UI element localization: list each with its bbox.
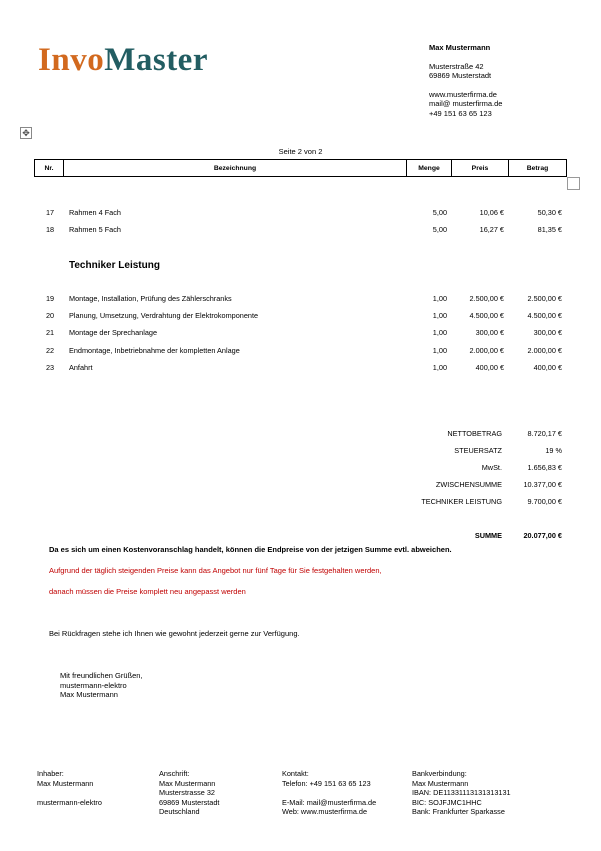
- item-nr: 18: [46, 225, 55, 234]
- closing-company: mustermann-elektro: [60, 680, 127, 690]
- item-quantity: 1,00: [432, 328, 447, 337]
- footer-bank-name: Bank: Frankfurter Sparkasse: [412, 807, 505, 817]
- price-hold-note: Aufgrund der täglich steigenden Preise kann das Angebot nur fünf Tage für Sie festgehalten werden,: [49, 566, 382, 575]
- summary-label: STEUERSATZ: [454, 446, 502, 455]
- total-value: 20.077,00 €: [523, 531, 562, 540]
- logo-part-invo: Invo: [38, 42, 105, 78]
- item-nr: 19: [46, 294, 55, 303]
- item-description: Anfahrt: [69, 363, 93, 372]
- header-description: Bezeichnung: [64, 160, 407, 177]
- header-nr: Nr.: [35, 160, 64, 177]
- item-amount: 300,00 €: [533, 328, 562, 337]
- item-price: 10,06 €: [479, 208, 504, 217]
- item-description: Montage, Installation, Prüfung des Zählerschranks: [69, 294, 232, 303]
- item-description: Rahmen 4 Fach: [69, 208, 121, 217]
- item-description: Endmontage, Inbetriebnahme der kompletten Anlage: [69, 346, 240, 355]
- checkbox[interactable]: [567, 177, 580, 190]
- item-price: 400,00 €: [475, 363, 504, 372]
- company-logo: [38, 44, 208, 77]
- footer-contact-title: Kontakt:: [282, 769, 309, 778]
- sender-name: Max Mustermann: [429, 43, 491, 52]
- item-nr: 17: [46, 208, 55, 217]
- questions-note: Bei Rückfragen stehe ich Ihnen wie gewohnt jederzeit gerne zur Verfügung.: [49, 629, 300, 638]
- item-description: Montage der Sprechanlage: [69, 328, 158, 337]
- item-nr: 23: [46, 363, 55, 372]
- sender-mail: mail@ musterfirma.de: [429, 99, 503, 109]
- footer-address-title: Anschrift:: [159, 769, 190, 778]
- item-amount: 81,35 €: [537, 225, 562, 234]
- item-quantity: 1,00: [432, 294, 447, 303]
- item-amount: 2.500,00 €: [527, 294, 562, 303]
- footer-bank-bic: BIC: SOJFJMC1HHC: [412, 797, 482, 807]
- sender-address: [429, 43, 502, 119]
- price-adjust-note: danach müssen die Preise komplett neu angepasst werden: [49, 587, 246, 596]
- move-handle-icon[interactable]: ✥: [20, 127, 32, 139]
- summary-value: 9.700,00 €: [527, 497, 562, 506]
- header-amount: Betrag: [509, 160, 567, 177]
- summary-value: 10.377,00 €: [523, 480, 562, 489]
- sender-web: www.musterfirma.de: [429, 89, 497, 99]
- footer-address-street: Musterstrasse 32: [159, 788, 215, 798]
- footer-contact-web: Web: www.musterfirma.de: [282, 807, 368, 817]
- footer-owner: [37, 769, 102, 807]
- item-nr: 22: [46, 346, 55, 355]
- summary-label: TECHNIKER LEISTUNG: [421, 497, 502, 506]
- logo-part-master: Master: [104, 42, 208, 78]
- item-price: 2.500,00 €: [469, 294, 504, 303]
- sender-city: 69869 Musterstadt: [429, 71, 492, 81]
- summary-label: NETTOBETRAG: [447, 429, 502, 438]
- item-quantity: 1,00: [432, 346, 447, 355]
- sender-phone: +49 151 63 65 123: [429, 108, 492, 118]
- footer-address-country: Deutschland: [159, 807, 200, 817]
- table-row: [0, 363, 601, 373]
- summary-value: 8.720,17 €: [527, 429, 562, 438]
- footer-bank-holder: Max Mustermann: [412, 778, 469, 788]
- item-amount: 50,30 €: [537, 208, 562, 217]
- item-price: 4.500,00 €: [469, 311, 504, 320]
- estimate-note: Da es sich um einen Kostenvoranschlag handelt, können die Endpreise von der jetzigen Summe evtl. abweichen.: [49, 545, 452, 554]
- total-label: SUMME: [474, 531, 502, 540]
- item-price: 300,00 €: [475, 328, 504, 337]
- summary-value: 1.656,83 €: [527, 463, 562, 472]
- footer-owner-company: mustermann-elektro: [37, 797, 102, 807]
- item-description: Rahmen 5 Fach: [69, 225, 121, 234]
- table-row: [0, 311, 601, 321]
- footer-address: [159, 769, 219, 817]
- item-quantity: 1,00: [432, 363, 447, 372]
- header-price: Preis: [452, 160, 509, 177]
- footer-address-city: 69869 Musterstadt: [159, 797, 220, 807]
- items-table-header: [34, 159, 567, 177]
- footer-address-name: Max Mustermann: [159, 778, 216, 788]
- item-nr: 21: [46, 328, 55, 337]
- item-nr: 20: [46, 311, 55, 320]
- summary-label: ZWISCHENSUMME: [435, 480, 502, 489]
- item-quantity: 1,00: [432, 311, 447, 320]
- table-row: [0, 225, 601, 235]
- footer-owner-name: Max Mustermann: [37, 778, 94, 788]
- table-row: [0, 346, 601, 356]
- footer-bank: [412, 769, 511, 817]
- summary-value: 19 %: [545, 446, 562, 455]
- sender-street: Musterstraße 42: [429, 61, 484, 71]
- table-row: [0, 294, 601, 304]
- closing-greeting: Mit freundlichen Grüßen,: [60, 671, 143, 680]
- footer-contact-phone: Telefon: +49 151 63 65 123: [282, 778, 371, 788]
- summary-label: MwSt.: [481, 463, 502, 472]
- item-quantity: 5,00: [432, 225, 447, 234]
- footer-bank-iban: IBAN: DE11331113131313131: [412, 788, 511, 798]
- table-row: [0, 328, 601, 338]
- footer-contact: [282, 769, 376, 817]
- item-amount: 400,00 €: [533, 363, 562, 372]
- item-quantity: 5,00: [432, 208, 447, 217]
- section-title: Techniker Leistung: [69, 260, 160, 271]
- closing-block: [60, 671, 143, 700]
- table-row: [0, 208, 601, 218]
- closing-name: Max Mustermann: [60, 690, 118, 699]
- item-amount: 2.000,00 €: [527, 346, 562, 355]
- footer-owner-title: Inhaber:: [37, 769, 64, 778]
- footer-bank-title: Bankverbindung:: [412, 769, 467, 778]
- item-description: Planung, Umsetzung, Verdrahtung der Elektrokomponente: [69, 311, 259, 320]
- item-price: 16,27 €: [479, 225, 504, 234]
- footer-contact-mail: E-Mail: mail@musterfirma.de: [282, 797, 377, 807]
- header-quantity: Menge: [407, 160, 452, 177]
- page-number: Seite 2 von 2: [278, 147, 323, 156]
- item-amount: 4.500,00 €: [527, 311, 562, 320]
- item-price: 2.000,00 €: [469, 346, 504, 355]
